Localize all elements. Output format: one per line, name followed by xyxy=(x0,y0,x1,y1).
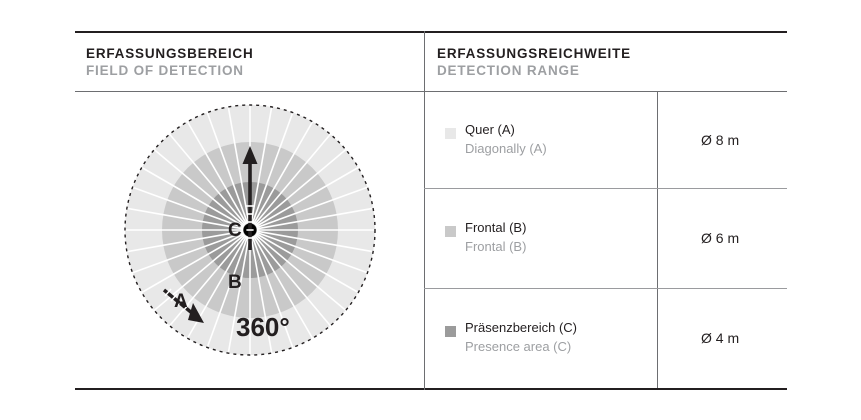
detection-range-title-de: ERFASSUNGSREICHWEITE xyxy=(437,46,631,61)
range-labels-c xyxy=(465,319,645,357)
legend-swatch-b xyxy=(445,226,456,237)
diagram-letter-b: B xyxy=(228,272,242,293)
diagram-angle-label: 360° xyxy=(236,312,290,342)
range-label-en-c: Presence area (C) xyxy=(465,338,572,354)
range-row-b xyxy=(424,189,787,289)
diagram-letter-a: A xyxy=(174,291,188,312)
field-of-detection-title-en: FIELD OF DETECTION xyxy=(86,62,244,78)
detection-field-diagram xyxy=(95,95,405,380)
field-of-detection-title-de: ERFASSUNGSBEREICH xyxy=(86,46,254,61)
range-row-a xyxy=(424,91,787,191)
detection-range-header xyxy=(437,46,631,80)
range-row-c xyxy=(424,289,787,389)
range-label-de-b: Frontal (B) xyxy=(465,220,527,235)
range-label-en-b: Frontal (B) xyxy=(465,238,527,254)
range-label-en-a: Diagonally (A) xyxy=(465,140,547,156)
field-of-detection-header xyxy=(86,46,254,80)
range-value-c: Ø 4 m xyxy=(701,330,740,346)
legend-swatch-a xyxy=(445,128,456,139)
detection-range-title-en: DETECTION RANGE xyxy=(437,62,580,78)
range-labels-a xyxy=(465,121,645,159)
legend-swatch-c xyxy=(445,326,456,337)
diagram-letter-c: C xyxy=(228,220,242,241)
range-value-a: Ø 8 m xyxy=(701,132,740,148)
top-divider xyxy=(75,31,787,33)
range-value-b: Ø 6 m xyxy=(701,230,740,246)
range-label-de-a: Quer (A) xyxy=(465,122,515,137)
range-label-de-c: Präsenzbereich (C) xyxy=(465,320,577,335)
range-labels-b xyxy=(465,219,645,257)
